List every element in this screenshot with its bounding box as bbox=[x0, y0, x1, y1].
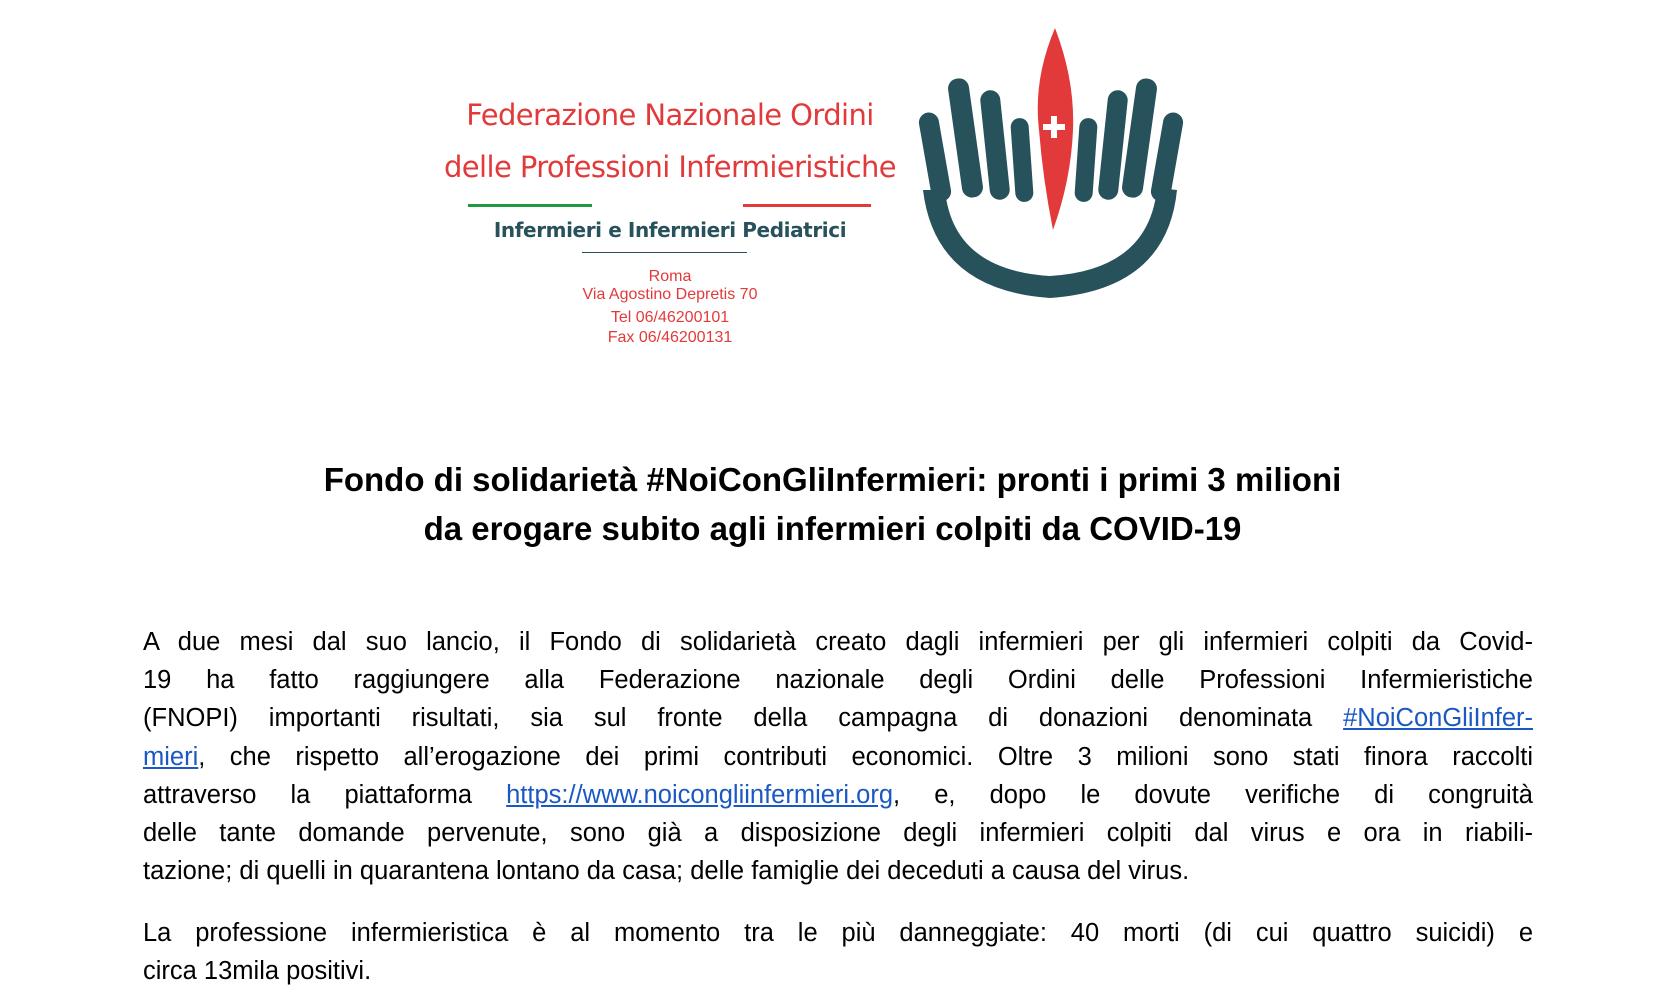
address-city: Roma bbox=[648, 268, 692, 285]
p2-line-1: La professione infermieristica è al momento tra le più danneggiate: 40 morti (di cui quattro suicidi) e bbox=[143, 919, 1533, 947]
donation-platform-link[interactable]: https://www.noicongliinfermieri.org bbox=[506, 780, 894, 809]
headline-line-2: da erogare subito agli infermieri colpiti da COVID-19 bbox=[423, 510, 1242, 547]
body-paragraph-2 bbox=[143, 914, 1533, 990]
address-fax: Fax 06/46200131 bbox=[607, 329, 733, 346]
letterhead bbox=[440, 90, 910, 370]
subtitle-underline bbox=[582, 252, 747, 253]
p1-line-3 bbox=[143, 699, 1533, 737]
p1-line-6: delle tante domande pervenute, sono già a disposizione degli infermieri colpiti dal virus e ora in riabili- bbox=[143, 818, 1533, 847]
org-subtitle: Infermieri e Infermieri Pediatrici bbox=[493, 218, 847, 242]
address-street: Via Agostino Depretis 70 bbox=[582, 286, 758, 303]
org-name-line-2: delle Professioni Infermieristiche bbox=[444, 150, 896, 184]
red-divider bbox=[743, 204, 871, 207]
p1-line-1: A due mesi dal suo lancio, il Fondo di solidarietà creato dagli infermieri per gli infermieri colpiti da Covid- bbox=[143, 628, 1533, 656]
p1-line-7: tazione; di quelli in quarantena lontano da casa; delle famiglie dei deceduti a causa del virus. bbox=[143, 857, 1190, 886]
body-paragraph-1 bbox=[143, 623, 1533, 890]
p1-line-5-text: attraverso la piattaforma bbox=[143, 780, 507, 809]
hashtag-link-part-2[interactable]: mieri bbox=[143, 742, 199, 771]
hashtag-link-part-1[interactable]: #NoiConGliInfer- bbox=[1343, 704, 1533, 733]
p1-line-5 bbox=[143, 776, 1533, 814]
green-divider bbox=[468, 204, 592, 207]
p1-line-2: 19 ha fatto raggiungere alla Federazione nazionale degli Ordini delle Professioni Infermieristiche bbox=[143, 666, 1533, 695]
p1-line-5-after: , e, dopo le dovute verifiche di congruità bbox=[893, 780, 1533, 809]
address-tel: Tel 06/46200101 bbox=[610, 309, 730, 326]
org-name-line-1: Federazione Nazionale Ordini bbox=[466, 98, 874, 132]
p1-line-3-text: (FNOPI) importanti risultati, sia sul fronte della campagna di donazioni denominata bbox=[143, 704, 1344, 733]
p1-line-4 bbox=[143, 738, 1533, 776]
headline-line-1: Fondo di solidarietà #NoiConGliInfermieri: pronti i primi 3 milioni bbox=[323, 461, 1342, 498]
hands-holding-flame-logo-icon bbox=[905, 20, 1195, 320]
p1-line-4-text: , che rispetto all’erogazione dei primi contributi economici. Oltre 3 milioni sono stati finora raccolti bbox=[198, 742, 1533, 771]
press-release-headline bbox=[140, 455, 1525, 553]
p2-line-2: circa 13mila positivi. bbox=[143, 957, 372, 986]
